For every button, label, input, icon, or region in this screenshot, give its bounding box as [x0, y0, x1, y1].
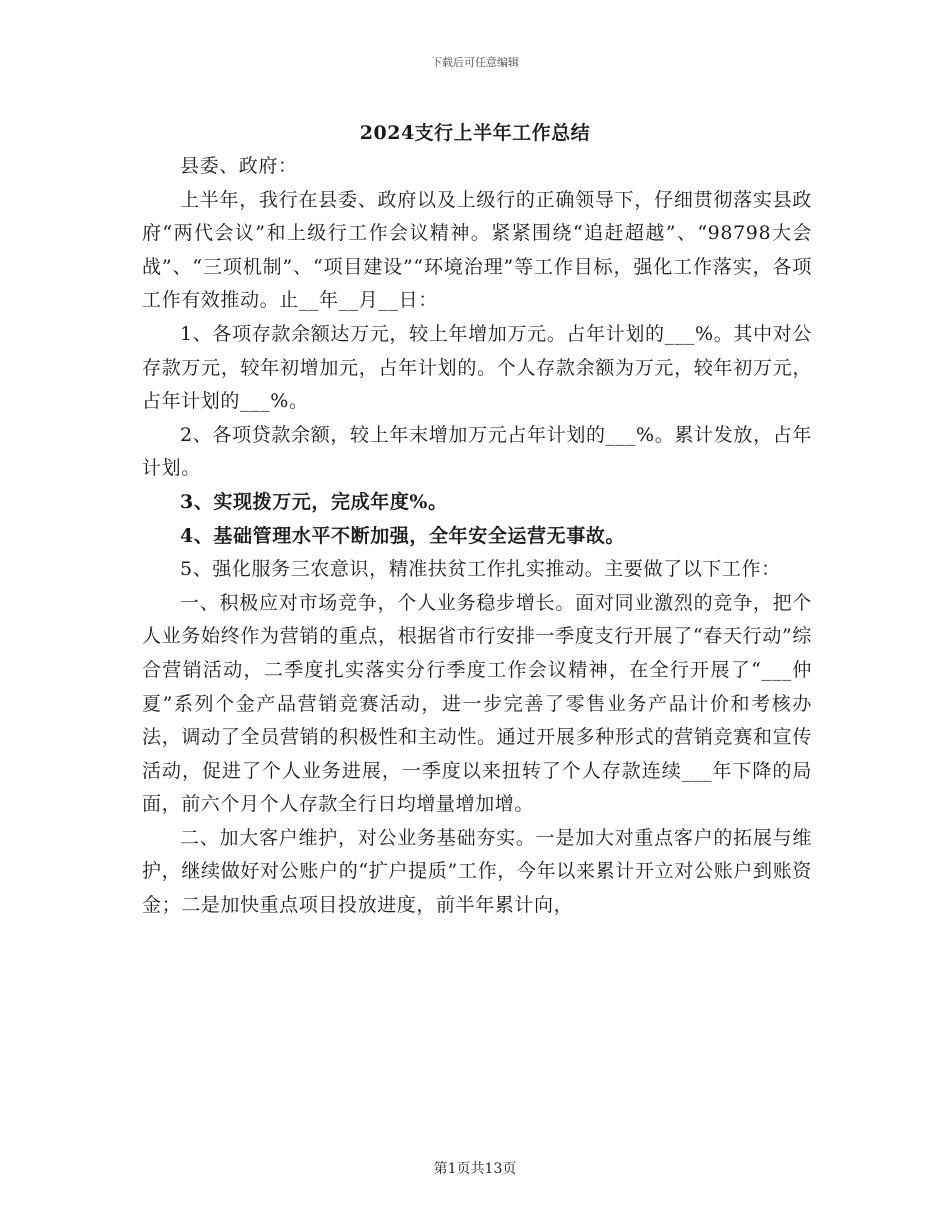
paragraph-section-one: 一、积极应对市场竞争，个人业务稳步增长。面对同业激烈的竞争，把个人业务始终作为营销的重点，根据省市行安排一季度支行开展了“春天行动”综合营销活动，二季度扎实落实分行季度工作会议精神，在全行开展了“___仲夏”系列个金产品营销竞赛活动，进一步完善了零售业务产品计价和考核办法，调动了全员营销的积极性和主动性。通过开展多种形式的营销竞赛和宣传活动，促进了个人业务进展，一季度以来扭转了个人存款连续___年下降的局面，前六个月个人存款全行日均增量增加增。 [142, 591, 812, 816]
paragraph-salutation: 县委、政府： [180, 155, 298, 177]
document-title: 2024支行上半年工作总结 [359, 122, 591, 144]
paragraph-intro: 上半年，我行在县委、政府以及上级行的正确领导下，仔细贯彻落实县政府“两代会议”和上级行工作会议精神。紧紧围绕“追赶超越”、“98798大会战”、“三项机制”、“项目建设”“环境治理”等工作目标，强化工作落实，各项工作有效推动。止__年__月__日： [142, 188, 812, 312]
paragraph-loans: 2、各项贷款余额，较上年末增加万元占年计划的___%。累计发放，占年计划。 [142, 423, 812, 480]
page-number: 第1页共13页 [433, 1161, 517, 1177]
paragraph-allocation: 3、实现拨万元，完成年度%。 [180, 490, 448, 513]
paragraph-section-two: 二、加大客户维护，对公业务基础夯实。一是加大对重点客户的拓展与维护，继续做好对公账户的“扩户提质”工作，今年以来累计开立对公账户到账资金；二是加快重点项目投放进度，前半年累计向， [142, 826, 812, 917]
header-note: 下载后可任意编辑 [431, 56, 519, 69]
paragraph-rural-service: 5、强化服务三农意识，精准扶贫工作扎实推动。主要做了以下工作： [180, 558, 781, 581]
paragraph-deposits: 1、各项存款余额达万元，较上年增加万元。占年计划的___%。其中对公存款万元，较年初增加元，占年计划的。个人存款余额为万元，较年初万元，占年计划的___%。 [142, 322, 812, 413]
paragraph-management: 4、基础管理水平不断加强，全年安全运营无事故。 [180, 524, 626, 547]
document-body [142, 150, 812, 923]
